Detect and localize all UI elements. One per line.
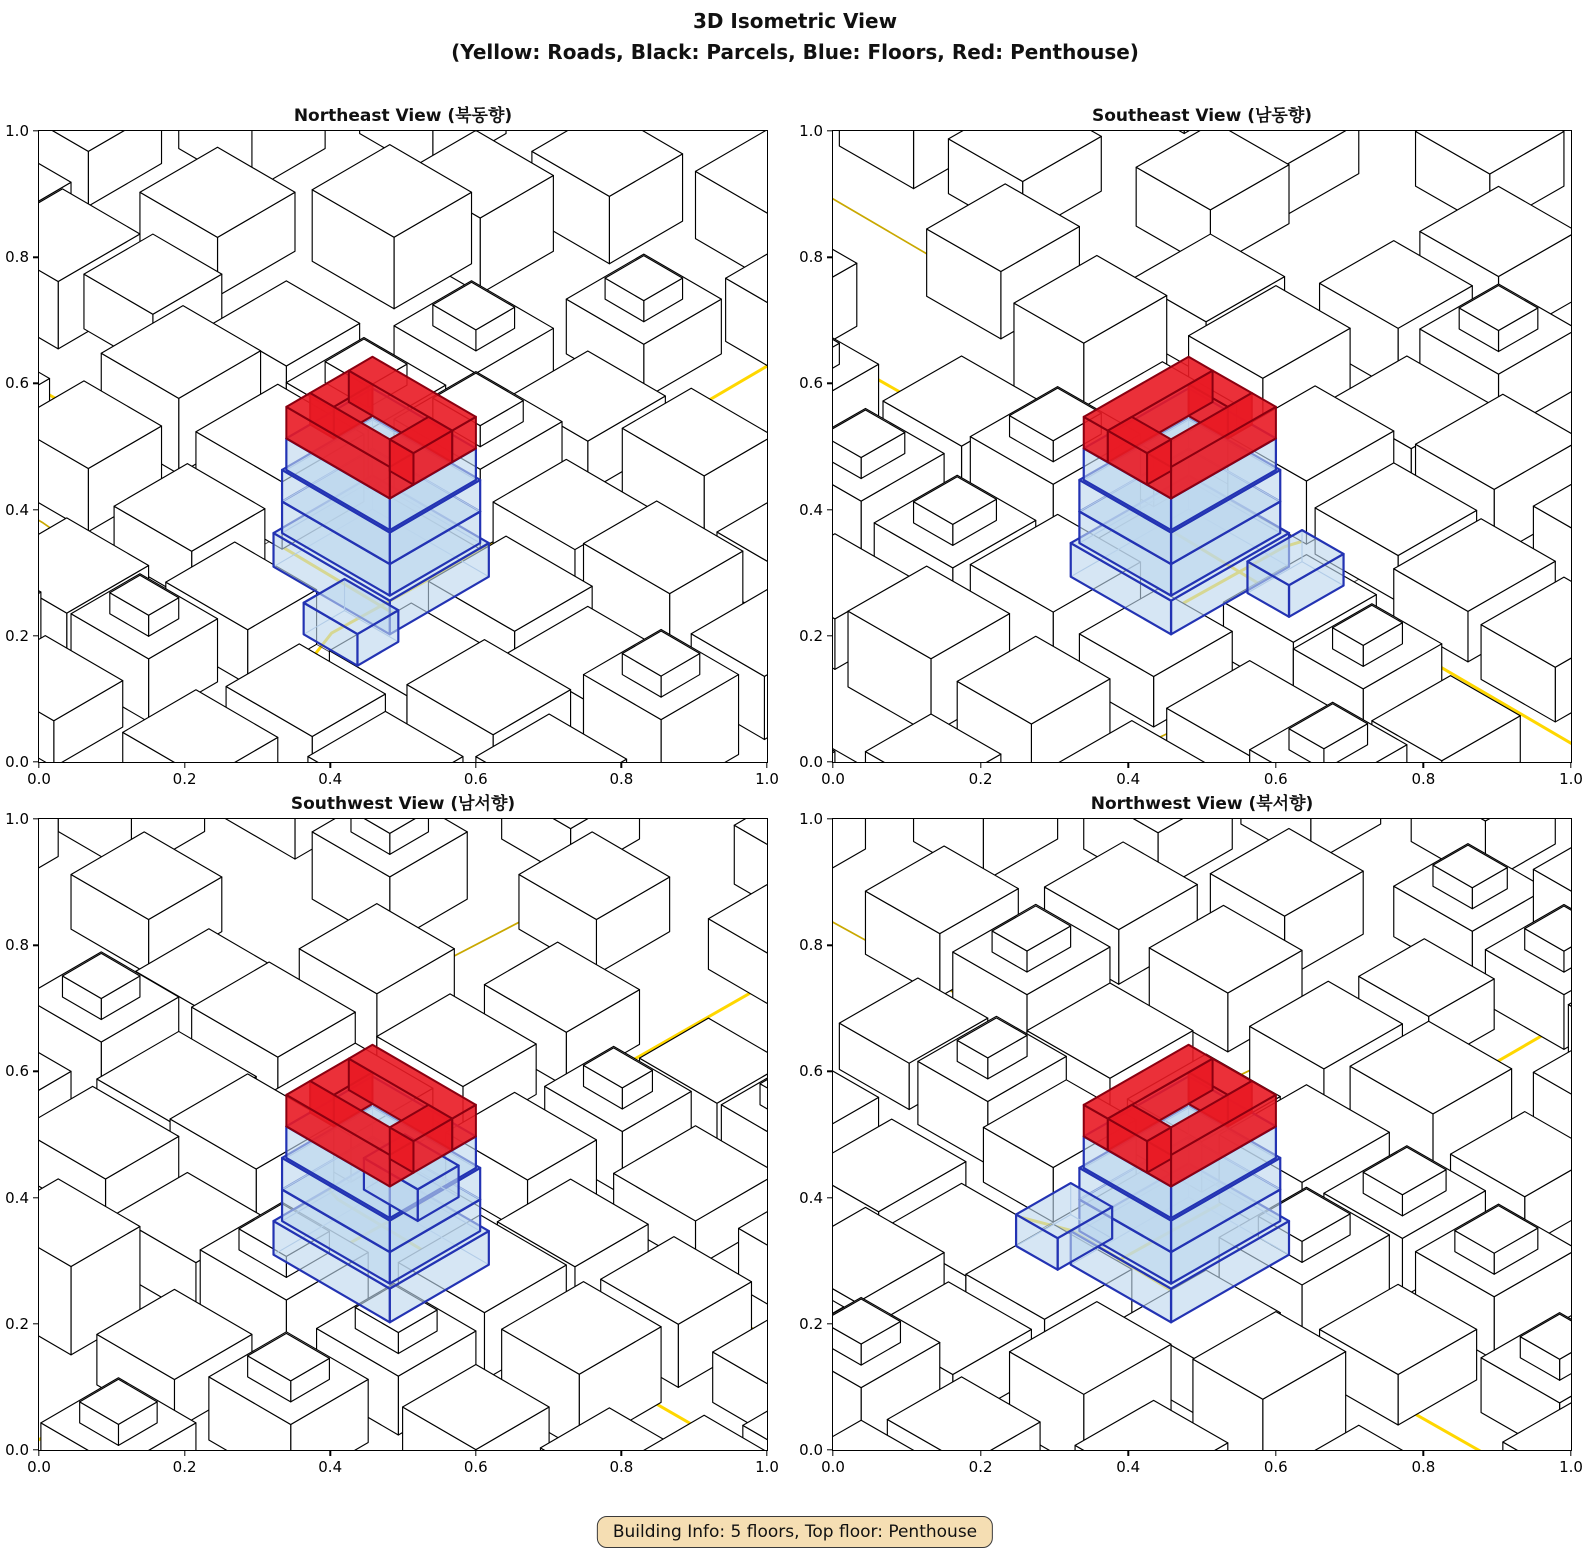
y-tick-mark <box>33 383 39 384</box>
figure-title-line1: 3D Isometric View <box>692 9 898 33</box>
y-tick-mark <box>33 1071 39 1072</box>
x-tick-label: 0.6 <box>463 1458 488 1476</box>
y-tick-mark <box>827 256 833 257</box>
y-tick-mark <box>827 761 833 762</box>
y-tick-label: 0.2 <box>799 626 823 645</box>
plot-area <box>833 819 1571 1450</box>
x-tick-label: 0.0 <box>821 770 845 788</box>
x-tick-mark <box>621 762 622 768</box>
parcel-building-front-face <box>839 131 913 189</box>
y-tick-mark <box>827 635 833 636</box>
y-tick-mark <box>33 1323 39 1324</box>
parcel-building-right-face <box>983 819 1057 882</box>
y-tick-mark <box>827 509 833 510</box>
y-tick-mark <box>33 818 39 819</box>
subplot-title-northwest: Northwest View (북서향) <box>1090 794 1314 814</box>
x-tick-label: 0.4 <box>1116 770 1141 788</box>
x-tick-label: 0.6 <box>463 770 488 788</box>
y-tick-label: 0.4 <box>5 500 29 519</box>
subplot-title-southwest: Southwest View (남서향) <box>290 794 516 814</box>
x-tick-mark <box>1275 1450 1276 1456</box>
y-tick-mark <box>33 1449 39 1450</box>
parcel-building-right-face <box>833 819 865 889</box>
x-tick-label: 0.6 <box>1263 770 1288 788</box>
x-tick-label: 1.0 <box>755 770 779 788</box>
x-tick-mark <box>1275 762 1276 768</box>
x-tick-mark <box>329 1450 330 1456</box>
y-tick-mark <box>827 1323 833 1324</box>
y-tick-label: 0.4 <box>5 1188 29 1207</box>
y-tick-mark <box>33 635 39 636</box>
subplot-northeast <box>5 106 779 788</box>
y-tick-label: 1.0 <box>5 810 29 828</box>
x-tick-label: 0.8 <box>1411 1458 1436 1476</box>
x-tick-label: 0.2 <box>968 770 993 788</box>
parcel-building-front-face <box>1110 131 1184 134</box>
y-tick-mark <box>827 944 833 945</box>
x-tick-label: 0.8 <box>609 1458 634 1476</box>
x-tick-label: 0.6 <box>1263 1458 1288 1476</box>
x-tick-mark <box>1127 1450 1128 1456</box>
x-tick-label: 1.0 <box>1559 1458 1583 1476</box>
x-tick-label: 0.8 <box>609 770 634 788</box>
x-tick-mark <box>38 1450 39 1456</box>
x-tick-mark <box>832 1450 833 1456</box>
y-tick-label: 0.2 <box>5 626 29 645</box>
x-tick-mark <box>766 1450 767 1456</box>
subplot-title-northeast: Northeast View (북동향) <box>293 106 513 126</box>
x-tick-mark <box>766 762 767 768</box>
scene-canvas-northeast <box>39 131 767 762</box>
scene-canvas-northwest <box>833 819 1571 1450</box>
x-tick-label: 1.0 <box>1559 770 1583 788</box>
x-tick-label: 0.4 <box>318 1458 343 1476</box>
x-tick-label: 0.8 <box>1411 770 1436 788</box>
x-tick-mark <box>832 762 833 768</box>
y-tick-label: 0.8 <box>799 248 823 267</box>
x-tick-mark <box>1127 762 1128 768</box>
x-tick-mark <box>1423 1450 1424 1456</box>
x-tick-label: 0.0 <box>27 770 51 788</box>
plot-area <box>39 131 767 762</box>
y-tick-label: 0.0 <box>5 753 29 771</box>
y-tick-label: 0.8 <box>5 248 29 267</box>
y-tick-label: 1.0 <box>799 810 823 828</box>
building-info-badge: Building Info: 5 floors, Top floor: Penthouse <box>597 1516 993 1548</box>
y-tick-label: 0.4 <box>799 1188 823 1207</box>
x-tick-label: 0.2 <box>172 770 197 788</box>
x-tick-mark <box>329 762 330 768</box>
y-tick-mark <box>33 761 39 762</box>
plot-area <box>833 131 1571 762</box>
y-tick-label: 0.2 <box>5 1314 29 1333</box>
x-tick-label: 1.0 <box>755 1458 779 1476</box>
y-tick-label: 0.2 <box>799 1314 823 1333</box>
x-tick-mark <box>1570 762 1571 768</box>
y-tick-mark <box>827 1071 833 1072</box>
y-tick-mark <box>827 1449 833 1450</box>
figure-title <box>0 6 1590 68</box>
y-tick-mark <box>33 509 39 510</box>
scene-canvas-southwest <box>39 819 767 1450</box>
y-tick-mark <box>827 1197 833 1198</box>
x-tick-label: 0.4 <box>318 770 343 788</box>
y-tick-label: 0.6 <box>5 374 29 393</box>
scene-canvas-southeast <box>833 131 1571 762</box>
y-tick-mark <box>33 1197 39 1198</box>
x-tick-mark <box>184 1450 185 1456</box>
y-tick-mark <box>33 256 39 257</box>
plot-area <box>39 819 767 1450</box>
x-tick-mark <box>184 762 185 768</box>
x-tick-label: 0.2 <box>172 1458 197 1476</box>
x-tick-mark <box>621 1450 622 1456</box>
parcel-building-right-face <box>39 819 58 899</box>
y-tick-label: 0.6 <box>799 1062 823 1081</box>
y-tick-label: 0.6 <box>5 1062 29 1081</box>
x-tick-mark <box>980 762 981 768</box>
subplot-title-southeast: Southeast View (남동향) <box>1091 106 1313 126</box>
x-tick-mark <box>980 1450 981 1456</box>
y-tick-mark <box>827 130 833 131</box>
y-tick-mark <box>827 818 833 819</box>
x-tick-mark <box>475 762 476 768</box>
y-tick-label: 0.6 <box>799 374 823 393</box>
x-tick-label: 0.2 <box>968 1458 993 1476</box>
x-tick-mark <box>38 762 39 768</box>
y-tick-label: 1.0 <box>5 122 29 140</box>
x-tick-mark <box>475 1450 476 1456</box>
x-tick-mark <box>1570 1450 1571 1456</box>
x-tick-label: 0.4 <box>1116 1458 1141 1476</box>
y-tick-label: 0.0 <box>799 1441 823 1459</box>
parcel-building-front-face <box>222 819 295 859</box>
y-tick-mark <box>827 383 833 384</box>
subplot-southwest <box>5 794 779 1476</box>
x-tick-mark <box>1423 762 1424 768</box>
y-tick-label: 0.8 <box>799 936 823 955</box>
y-tick-label: 0.0 <box>5 1441 29 1459</box>
y-tick-mark <box>33 944 39 945</box>
subplot-northwest <box>799 794 1583 1476</box>
subplot-southeast <box>799 106 1583 788</box>
y-tick-label: 0.8 <box>5 936 29 955</box>
y-tick-label: 0.0 <box>799 753 823 771</box>
x-tick-label: 0.0 <box>821 1458 845 1476</box>
figure-title-line2: (Yellow: Roads, Black: Parcels, Blue: Floors, Red: Penthouse) <box>451 40 1139 64</box>
y-tick-label: 0.4 <box>799 500 823 519</box>
y-tick-mark <box>33 130 39 131</box>
y-tick-label: 1.0 <box>799 122 823 140</box>
x-tick-label: 0.0 <box>27 1458 51 1476</box>
